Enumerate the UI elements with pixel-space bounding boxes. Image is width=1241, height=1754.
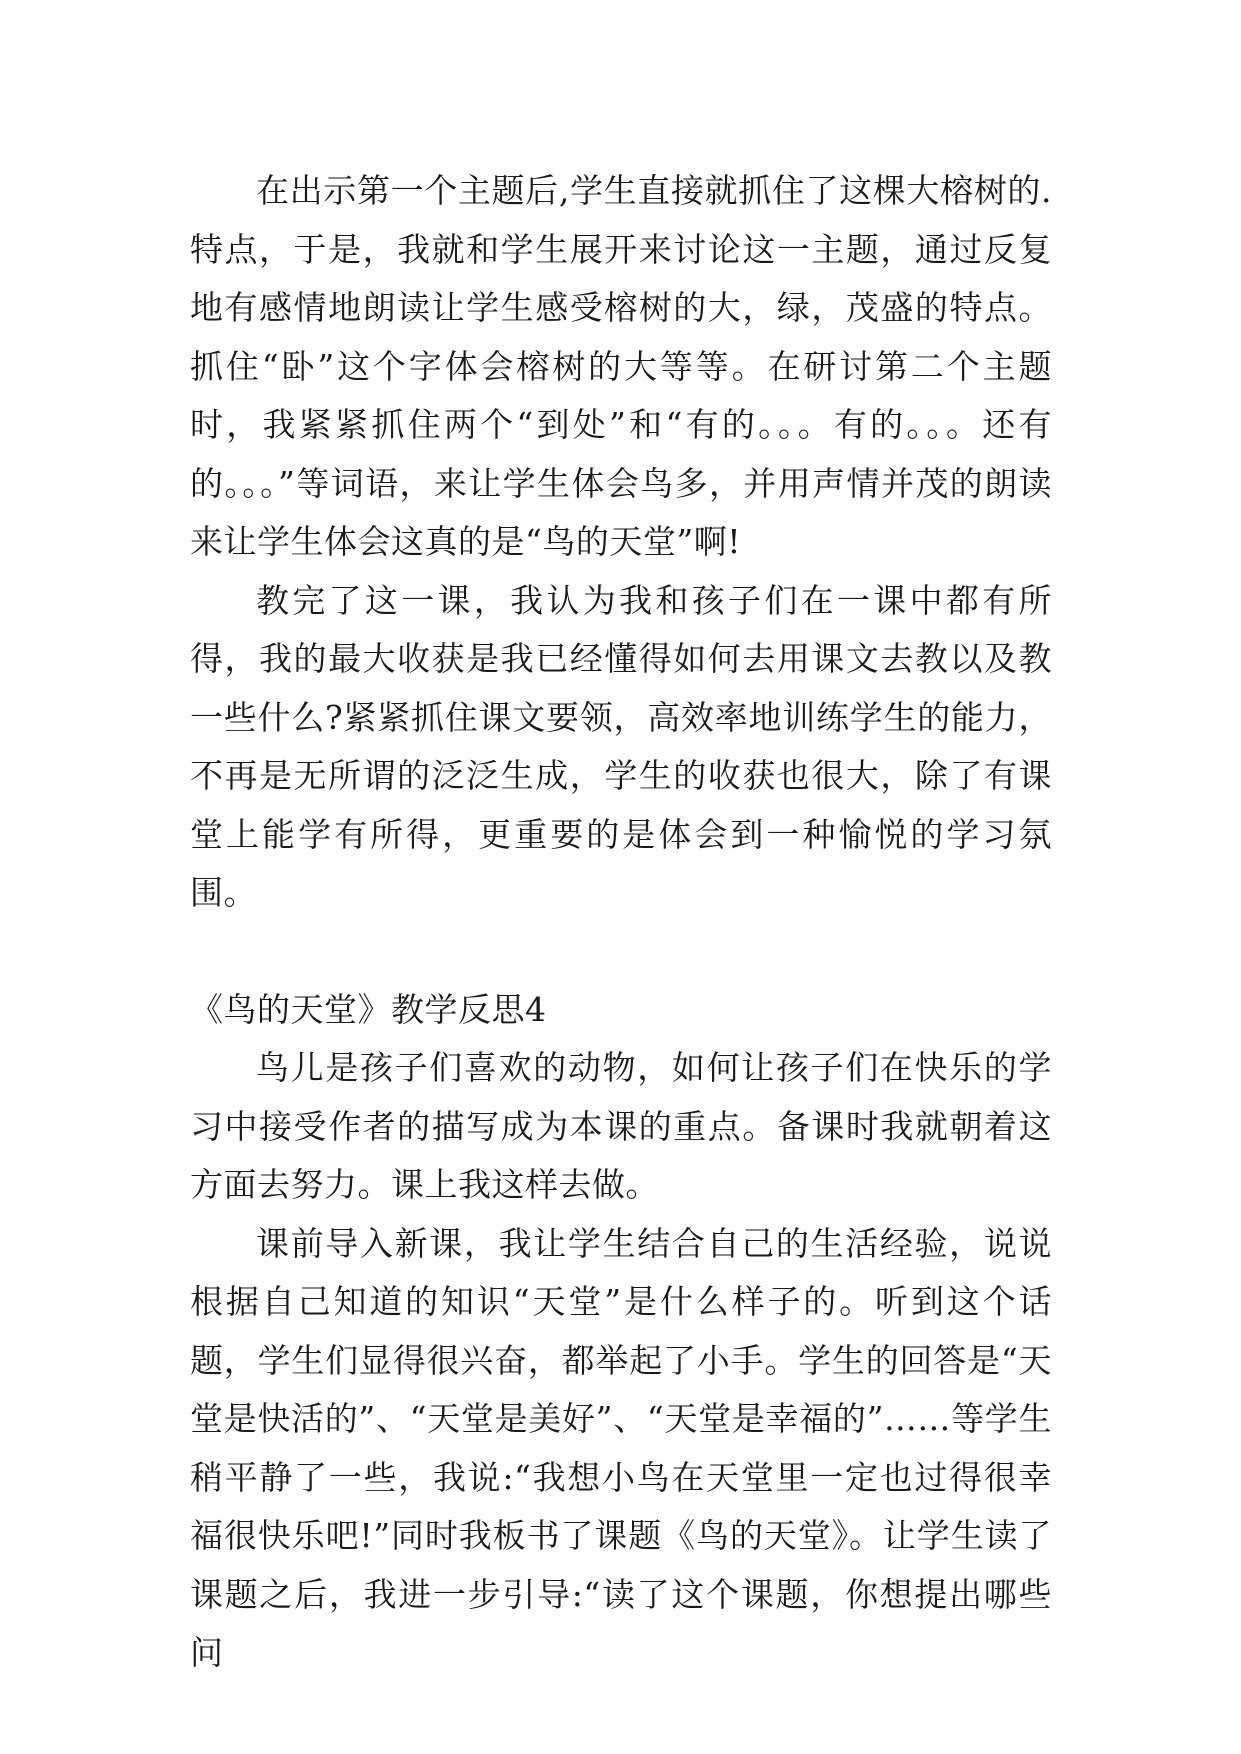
body-paragraph: 在出示第一个主题后,学生直接就抓住了这棵大榕树的.特点，于是，我就和学生展开来讨论这一主题，通过反复地有感情地朗读让学生感受榕树的大，绿，茂盛的特点。抓住“卧”这个字体会榕树的大等等。在研讨第二个主题时，我紧紧抓住两个“到处”和“有的。。。有的。。。还有的。。。”等词语，来让学生体会鸟多，并用声情并茂的朗读来让学生体会这真的是“鸟的天堂”啊! bbox=[190, 171, 1052, 561]
section-title: 《鸟的天堂》教学反思4 bbox=[190, 989, 547, 1029]
document-page bbox=[190, 162, 1052, 1683]
section-spacer bbox=[190, 923, 1052, 981]
body-paragraph: 教完了这一课，我认为我和孩子们在一课中都有所得，我的最大收获是我已经懂得如何去用课文去教以及教一些什么?紧紧抓住课文要领，高效率地训练学生的能力，不再是无所谓的泛泛生成，学生的收获也很大，除了有课堂上能学有所得，更重要的是体会到一种愉悦的学习氛围。 bbox=[190, 580, 1052, 912]
body-paragraph: 课前导入新课，我让学生结合自己的生活经验，说说根据自己知道的知识“天堂”是什么样子的。听到这个话题，学生们显得很兴奋，都举起了小手。学生的回答是“天堂是快活的”、“天堂是美好”、“天堂是幸福的”……等学生稍平静了一些，我说:“我想小鸟在天堂里一定也过得很幸福很快乐吧!”同时我板书了课题《鸟的天堂》。让学生读了课题之后，我进一步引导:“读了这个课题，你想提出哪些问 bbox=[190, 1223, 1052, 1672]
body-paragraph: 鸟儿是孩子们喜欢的动物，如何让孩子们在快乐的学习中接受作者的描写成为本课的重点。备课时我就朝着这方面去努力。课上我这样去做。 bbox=[190, 1048, 1052, 1204]
